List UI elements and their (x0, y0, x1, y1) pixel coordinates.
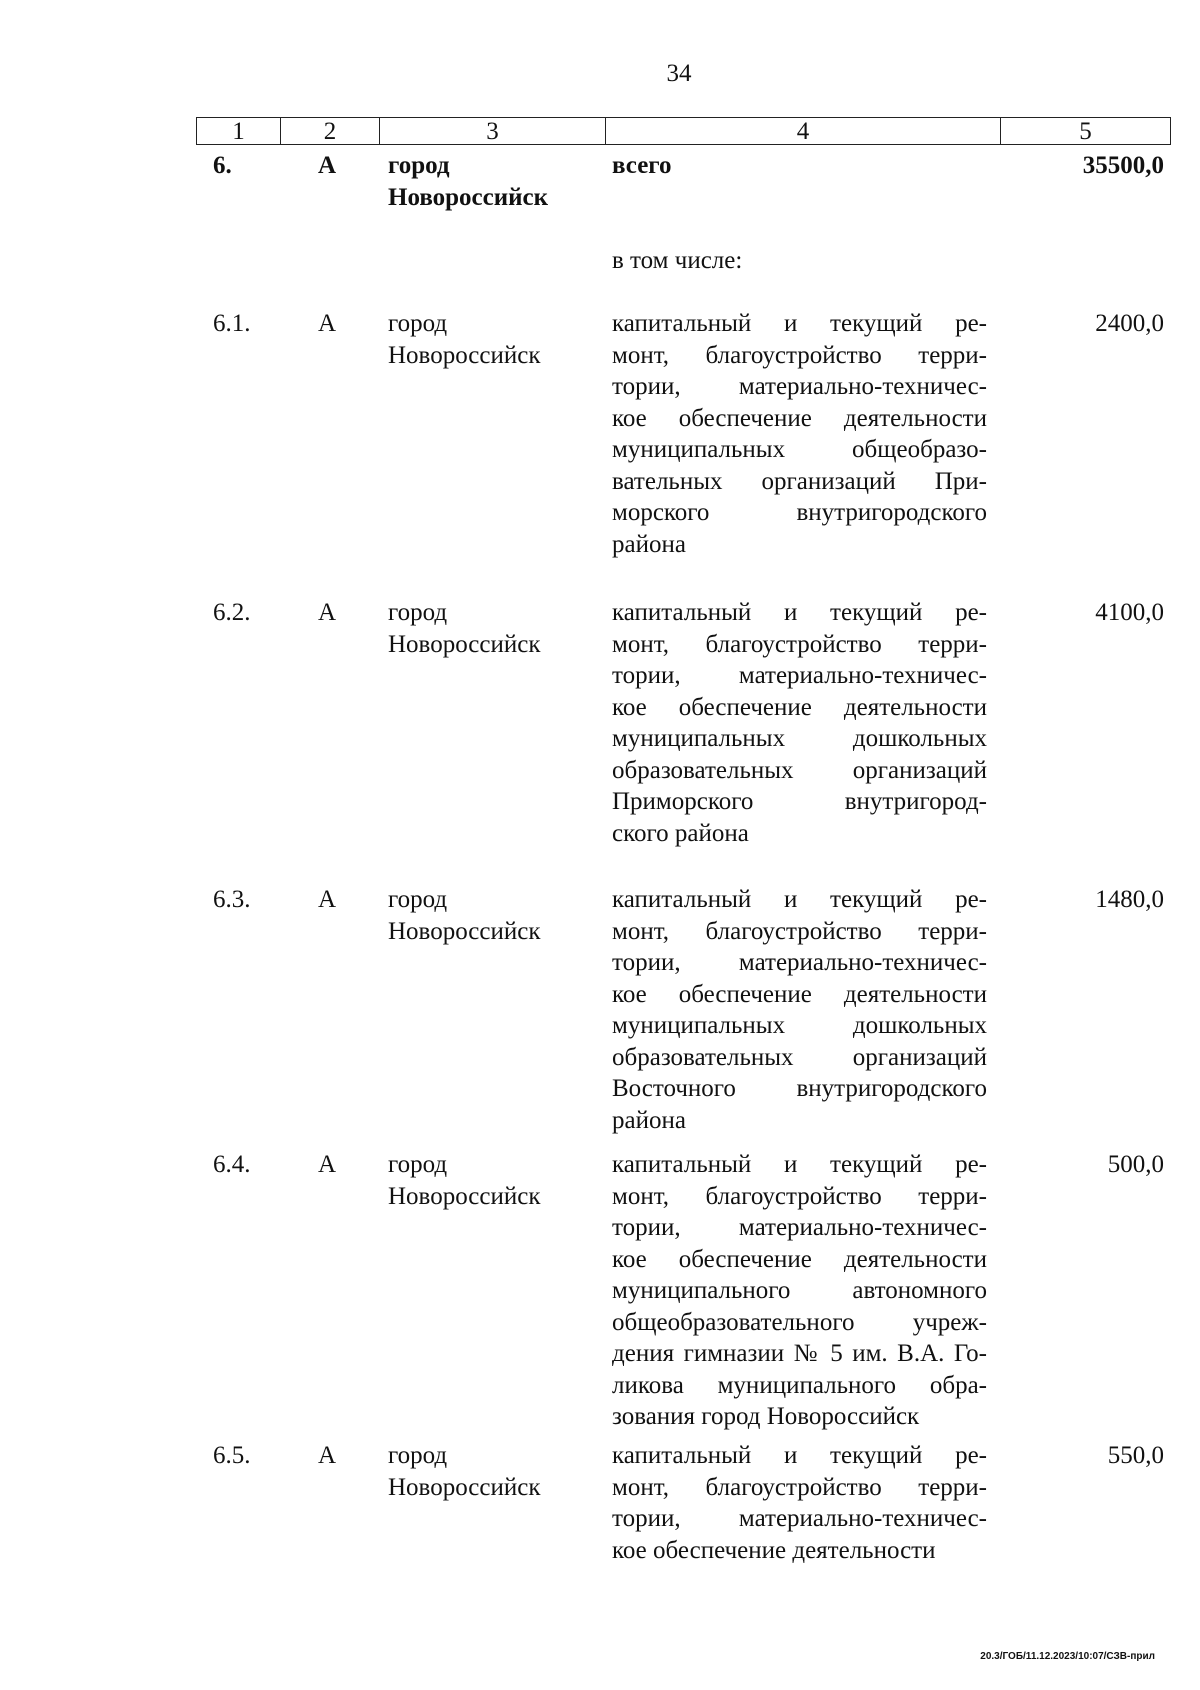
row-number: 6.5. (213, 1442, 251, 1469)
row-description-line: капитальный и текущий ре- (612, 599, 987, 626)
header-col-2: 2 (281, 118, 380, 144)
row-number: 6. (213, 152, 232, 179)
row-description (612, 308, 987, 560)
row-city-line2: Новороссийск (388, 183, 549, 211)
row-description-line: тории, материально-техничес- (612, 373, 987, 400)
row-letter: А (318, 599, 337, 626)
row-letter: А (318, 310, 337, 337)
row-description-line: муниципального автономного (612, 1277, 987, 1304)
row-description (612, 884, 987, 1136)
row-description-line: кое обеспечение деятельности (612, 693, 987, 721)
header-col-3: 3 (380, 118, 606, 144)
row-description-line: кое обеспечение деятельности (612, 1536, 936, 1564)
row-number: 6.3. (213, 886, 251, 913)
row-description-line: капитальный и текущий ре- (612, 886, 987, 913)
document-code: 20.3/ГОБ/11.12.2023/10:07/СЗВ-прил (980, 1651, 1155, 1662)
row-city-line2: Новороссийск (388, 917, 541, 945)
row-description-line: зования город Новороссийск (612, 1403, 920, 1430)
row-city-line1: город (388, 599, 448, 626)
row-description (612, 597, 987, 849)
row-description-line: монт, благоустройство терри- (612, 630, 987, 658)
row-description-line: кое обеспечение деятельности (612, 404, 987, 432)
row-amount: 35500,0 (1082, 152, 1164, 179)
row-city-line2: Новороссийск (388, 1182, 541, 1210)
page-number: 34 (666, 60, 692, 87)
row-description (612, 1149, 987, 1433)
row-description-line: ликова муниципального обра- (612, 1371, 987, 1399)
row-description-line: капитальный и текущий ре- (612, 310, 987, 337)
row-description-line: района (612, 530, 686, 558)
row-description-line: образовательных организаций (612, 756, 987, 784)
row-city-line1: город (388, 1151, 448, 1178)
row-description-line: кое обеспечение деятельности (612, 980, 987, 1008)
row-description: всего (612, 152, 672, 179)
row-description-line: монт, благоустройство терри- (612, 917, 987, 945)
row-city-line2: Новороссийск (388, 1473, 541, 1501)
row-description-line: тории, материально-техничес- (612, 662, 987, 689)
header-col-5: 5 (1079, 118, 1092, 145)
row-description-line: капитальный и текущий ре- (612, 1151, 987, 1178)
header-col-1: 1 (197, 118, 281, 144)
row-city (388, 1149, 588, 1212)
row-description-line: кое обеспечение деятельности (612, 1245, 987, 1273)
row-description-line: тории, материально-техничес- (612, 1505, 987, 1532)
row-number: 6.2. (213, 599, 251, 626)
row-city-line2: Новороссийск (388, 630, 541, 658)
header-col-4: 4 (606, 118, 1001, 144)
row-description-line: вательных организаций При- (612, 467, 987, 495)
row-city-line1: город (388, 310, 448, 337)
row-description-line: тории, материально-техничес- (612, 1214, 987, 1241)
row-city-line2: Новороссийск (388, 341, 541, 369)
row-description-line: района (612, 1106, 686, 1134)
row-amount: 1480,0 (1095, 886, 1164, 913)
row-description-line: Приморского внутригород- (612, 788, 987, 815)
row-description (612, 1440, 987, 1566)
row-amount: 550,0 (1107, 1442, 1164, 1469)
row-description-line: тории, материально-техничес- (612, 949, 987, 976)
row-description-line: муниципальных дошкольных (612, 725, 987, 752)
row-description-line: монт, благоустройство терри- (612, 1182, 987, 1210)
row-number: 6.4. (213, 1151, 251, 1178)
row-description-line: муниципальных дошкольных (612, 1012, 987, 1039)
row-city (388, 308, 588, 371)
row-city-line1: город (388, 886, 448, 913)
row-description-line: общеобразовательного учреж- (612, 1308, 987, 1336)
row-letter: А (318, 152, 337, 179)
row-description-line: образовательных организаций (612, 1043, 987, 1071)
row-city (388, 150, 588, 213)
row-number: 6.1. (213, 310, 251, 337)
row-letter: А (318, 1151, 337, 1178)
row-description-line: капитальный и текущий ре- (612, 1442, 987, 1469)
row-letter: А (318, 1442, 337, 1469)
row-amount: 500,0 (1107, 1151, 1164, 1178)
row-amount: 4100,0 (1095, 599, 1164, 626)
row-description-line: муниципальных общеобразо- (612, 436, 987, 463)
row-city (388, 1440, 588, 1503)
table-header (196, 117, 1171, 145)
row-city-line1: город (388, 1442, 448, 1469)
row-description-line: ского района (612, 819, 749, 847)
row-city (388, 597, 588, 660)
row-description-line: монт, благоустройство терри- (612, 341, 987, 369)
row-description-line: Восточного внутригородского (612, 1075, 987, 1102)
subtitle-including: в том числе: (612, 247, 743, 274)
row-description-line: монт, благоустройство терри- (612, 1473, 987, 1501)
row-description-line: дения гимназии № 5 им. В.А. Го- (612, 1340, 987, 1367)
row-city-line1: город (388, 152, 450, 179)
row-letter: А (318, 886, 337, 913)
row-amount: 2400,0 (1095, 310, 1164, 337)
row-description-line: морского внутригородского (612, 499, 987, 526)
row-city (388, 884, 588, 947)
